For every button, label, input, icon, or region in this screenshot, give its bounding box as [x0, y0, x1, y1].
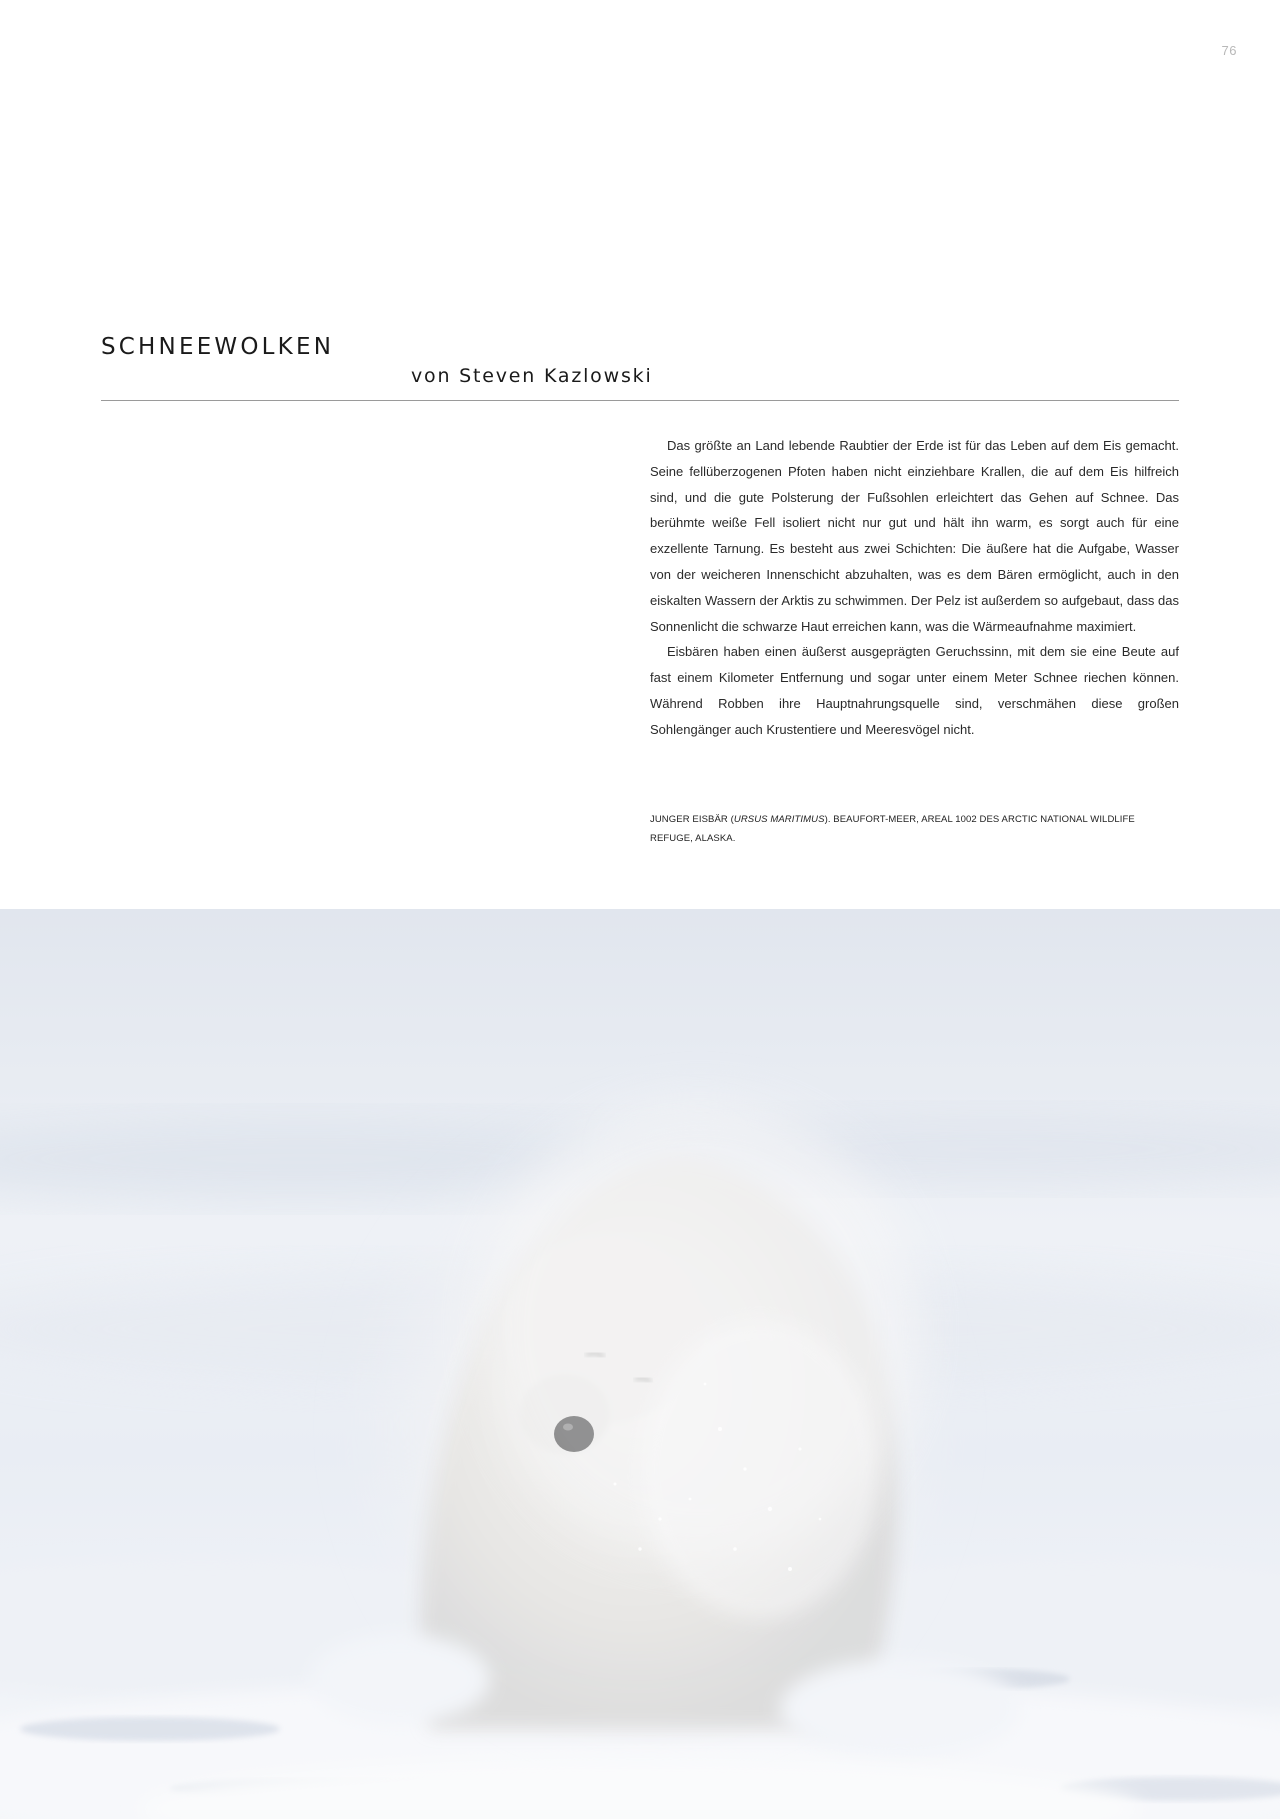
body-paragraph: Eisbären haben einen äußerst ausgeprägten Geruchssinn, mit dem sie eine Beute auf fast einem Kilometer Entfernung und sogar unter einem Meter Schnee riechen können. Während Robben ihre Hauptnahrungsquelle sind, verschmähen diese großen Sohlengänger auch Krustentiere und Meeresvögel nicht.: [650, 644, 1179, 737]
photo-caption: [650, 810, 1170, 848]
article-title: SCHNEEWOLKEN: [101, 334, 335, 360]
polar-bear-photo: [0, 909, 1280, 1819]
caption-species: URSUS MARITIMUS: [733, 814, 825, 825]
article-body: [650, 433, 1179, 743]
article-author: von Steven Kazlowski: [411, 365, 653, 387]
caption-suffix: ). BEAUFORT-MEER, AREAL 1002 DES ARCTIC NATIONAL WILDLIFE REFUGE, ALASKA.: [650, 814, 1135, 844]
caption-prefix: JUNGER EISBÄR (: [650, 814, 734, 825]
body-paragraph: Das größte an Land lebende Raubtier der Erde ist für das Leben auf dem Eis gemacht. Seine fellüberzogenen Pfoten haben nicht einziehbare Krallen, die auf dem Eis hilfreich sind, und die gute Polsterung der Fußsohlen erleichtert das Gehen auf Schnee. Das berühmte weiße Fell isoliert nicht nur gut und hält ihn warm, es sorgt auch für eine exzellente Tarnung. Es besteht aus zwei Schichten: Die äußere hat die Aufgabe, Wasser von der weicheren Innenschicht abzuhalten, was es dem Bären ermöglicht, auch in den eiskalten Wassern der Arktis zu schwimmen. Der Pelz ist außerdem so aufgebaut, dass das Sonnenlicht die schwarze Haut erreichen kann, was die Wärmeaufnahme maximiert.: [650, 438, 1179, 634]
title-divider: [101, 400, 1179, 401]
page-number: 76: [1221, 43, 1237, 58]
